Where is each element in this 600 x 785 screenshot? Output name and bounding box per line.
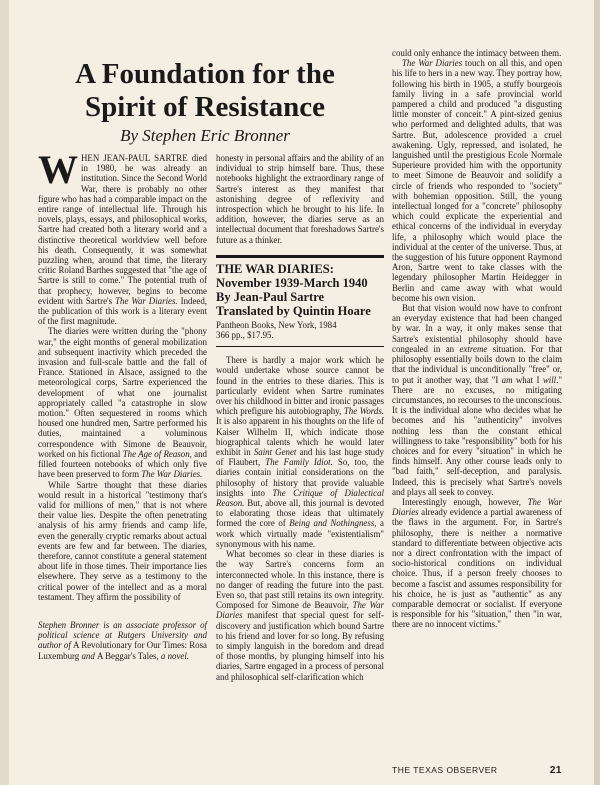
paragraph [38,147,207,327]
headline-line-2: Spirit of Resistance [84,91,326,123]
divider [216,255,384,258]
text: But that vision would now have to confront an everyday existence that had been changed by war. In a way, it only makes sense that Sartre's existential philosophy should have congealed in an [392,303,562,354]
paragraph [392,58,562,303]
book-info-box [216,262,384,340]
text: what I [512,374,543,385]
book-title: The War Diaries [392,496,563,518]
headline-line-1: A Foundation for the [75,58,335,90]
paragraph [392,497,562,630]
book-publisher: Pantheon Books, New York, 1984 [216,319,337,330]
publication-name: THE TEXAS OBSERVER [392,765,498,775]
text: But, above all, this journal is devoted to elaborating those ideas that ultimately formed the core of [216,498,384,529]
paragraph: honesty in personal affairs and the ability of an individual to strip himself bare. Thus, these notebooks highlight the extraordinary range of Sartre's interest as they manifest that astonishing degree of reflexivity and introspection which he brought to his life. In addition, however, the diaries serve as an intellectual document that foreshadows Sartre's future as a thinker. [216,153,384,245]
book-title: The Family Idiot. [265,457,333,468]
text: So, too, the diaries contain initial considerations on the philosophy of history that provide valuable insights into [216,457,384,498]
paragraph [392,303,562,497]
book-title: The War Diaries [216,600,384,621]
book-dates: November 1939-March 1940 [216,275,368,290]
text: Stephen Bronner is an associate professor of political science at Rutgers University and author of [38,619,207,651]
book-author: By Jean-Paul Sartre [216,289,325,304]
page-edge-left [0,0,9,785]
book-title: The War Diaries. [141,469,203,480]
divider [216,346,384,347]
text: and [79,650,97,661]
page-edge-right [594,0,600,785]
column-3 [392,48,562,760]
text: and his last huge study of Flaubert, [216,447,384,468]
book-title: The Critique of Dialectical Reason. [216,487,384,509]
text: Indeed, the publication of this work is a literary event of the first magnitude. [38,295,207,327]
book-title: A Revolutionary for Our Times: Rosa Luxemburg [38,640,207,661]
paragraph: could only enhance the intimacy between them. [392,48,562,58]
paragraph [216,549,384,682]
article-headline [40,58,370,124]
text: and filled fourteen notebooks of which only five have been preserved to form [38,448,207,480]
lead-in: HEN JEAN-PAUL SARTRE [81,153,188,163]
book-title: The War Diaries [402,58,463,69]
text: Interestingly enough, however, [402,496,528,507]
column-2 [216,153,384,763]
text: It is also apparent in his thoughts on the life of Kaiser Wilhelm II, which indicate those biographical talents which he would later exhibit in [216,416,384,458]
paragraph: While Sartre thought that these diaries would result in a historical "testimony that's valid for millions of men," that is not where their value lies. Despite the often penetrating analysis of his army friends and camp life, even the generally cryptic remarks about actual events are few and far between. The diaries, therefore, cannot constitute a general statement about life in those times. Their importance lies elsewhere. They serve as a testimony to the critical power of the intellect and as a moral testament. They affirm the possibility of [38,479,207,602]
paragraph [38,326,207,479]
book-price: 366 pp., $17.95. [216,330,274,341]
paragraph [216,355,384,549]
article-byline: By Stephen Eric Bronner [120,126,290,145]
text: There is hardly a major work which he would undertake whose source cannot be found in the entries to these diaries. This is particularly evident when Sartre ruminates over his childhood in bitter and ironic passages which prefigure his autobiography, [216,355,384,417]
drop-cap: W [38,147,78,192]
text: died in 1980, he was already an institution. Since the Second World War, there is probably no other figure who has had a comparable impact on the entire range of intellectual life. Through his novels, plays, essays, and philosophical works, Sartre had created both a literary world and a distinctive theoretical worldview well before his death. Consequently, it was somewhat puzzling when, around that time, the literary critic Roland Barthes suggested that "the age of Sartre is still to come." The potential truth of that prophecy, however, begins to become evident with Sartre's [38,153,207,306]
book-title: Being and Nothingness, [289,518,377,529]
book-title-heading: THE WAR DIARIES: [216,261,334,276]
emphasis: extreme [459,343,488,354]
page-footer [392,765,562,776]
column-1 [38,147,207,733]
text: situation. For that philosophy essentially boils down to the claim that the individual is unconditionally "free" or, to put it another way, that "I [392,343,562,385]
text: manifest that special quest for self-discovery and justification which bound Sartre to his friend and lover for so long. By refusing to simply languish in the boredom and dread of those months, by plunging himself into his diaries, Sartre engaged in a process of personal and philosophical self-clarification which [216,610,384,682]
text: a novel. [158,650,190,661]
page-number: 21 [549,765,562,776]
text: touch on all this, and open his life to hers in a new way. They portray how, following his birth in 1905, a stuffy bourgeois family living in a safe provincial world pampered a child and produced "a disgusting little monster of conceit." A pint-sized genius who performed and delighted adults, that was Sartre. But, adolescence provided a cruel awakening. Ugly, repressed, and isolated, he languished until the prestigious Ecole Normale Superieure provided him with the opportunity to meet Simone de Beauvoir and solidify a circle of friends who responded to "society" with bohemian opposition. Still, the young intellectual longed for a "concrete" philosophy which could explicate the experiential and ethical concerns of the individual in everyday life, a philosophy which would place the individual at the center of the universe. Thus, at the suggestion of his future opponent Raymond Aron, Sartre went to take classes with the legendary philosopher Martin Heidegger in Berlin and came away with what would become his own vision. [392,58,563,303]
text: The diaries were written during the "phony war," the eight months of general mobilization and subsequent inactivity which preceded the invasion and full-scale battle and the fall of France. Stationed in Alsace, assigned to the meteorological corps, Sartre experienced the development of what one journalist appropriately called "a catastrophe in slow motion." Often sequestered in rooms which housed one hundred men, Sartre performed his duties, maintained a voluminous correspondence with Simone de Beauvoir, worked on his fictional [38,326,207,459]
text: a work which virtually made "existentialism" synonymous with his name. [216,518,384,549]
emphasis: am [501,374,513,385]
book-title: The Words. [343,406,384,417]
book-title: A Beggar's Tales, [97,650,159,661]
emphasis: will [542,374,557,385]
text: What becomes so clear in these diaries is the way Sartre's concerns form an interconnected whole. In this instance, there is no danger of reading the future into the past. Even so, that past still retains its own integrity. Composed for Simone de Beauvoir, [216,549,384,611]
book-title: Saint Genet [253,447,297,458]
book-title: The Age of Reason, [122,448,192,459]
author-bio [38,620,207,661]
book-title: The War Diaries. [115,295,178,306]
text: ." There are no excuses, no mitigating circumstances, no recourses to the unconscious. It is the individual alone who decides what he becomes and his "authenticity" involves nothing less than the constant ethical willingness to take "responsibility" both for his choices and for every "situation" in which he finds himself. Any other course leads only to "bad faith," self-deception, and paralysis. Indeed, this is precisely what Sartre's novels and plays all seek to convey. [392,374,562,497]
text: already evidence a partial awareness of the flaws in the argument. For, in Sartre's philosophy, there is neither a normative standard to differentiate between objective acts nor a direct confrontation with the impact of socio-historical conditions on individual choice. Thus, if a person freely chooses to become a fascist and assumes responsibility for his choice, he is just as "authentic" as any comparable democrat or socialist. If everyone is responsible for his "situation," then "in war, there are no innocent victims." [392,507,562,630]
book-translator: Translated by Quintin Hoare [216,303,371,318]
